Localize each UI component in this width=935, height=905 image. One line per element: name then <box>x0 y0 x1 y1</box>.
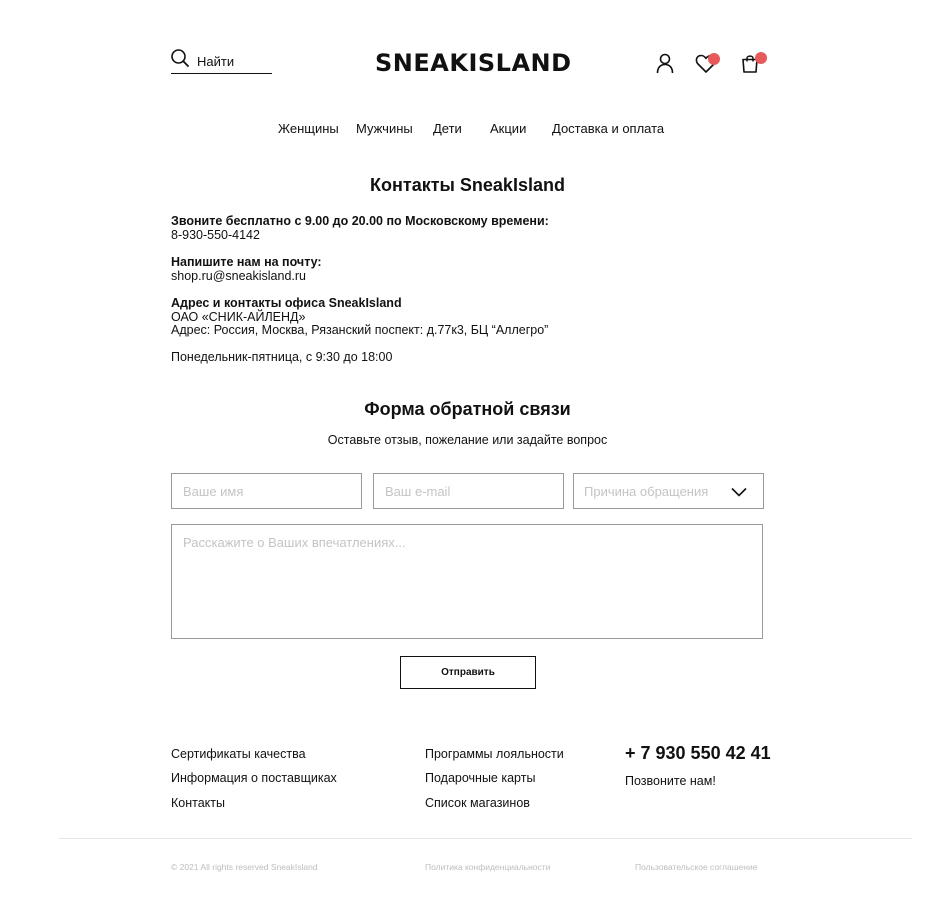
nav-item-men[interactable]: Мужчины <box>356 121 413 136</box>
footer-link-certificates[interactable]: Сертификаты качества <box>171 747 306 761</box>
office-label: Адрес и контакты офиса SneakIsland <box>171 296 402 310</box>
footer-link-contacts[interactable]: Контакты <box>171 796 225 810</box>
submit-button[interactable]: Отправить <box>400 656 536 689</box>
page-title: Контакты SneakIsland <box>370 175 565 195</box>
footer-link-gift-cards[interactable]: Подарочные карты <box>425 771 536 785</box>
logo[interactable]: SNEAKISLAND <box>375 49 572 77</box>
footer-link-stores[interactable]: Список магазинов <box>425 796 530 810</box>
nav-item-women[interactable]: Женщины <box>278 121 339 136</box>
cart-button[interactable] <box>740 52 762 76</box>
nav-item-kids[interactable]: Дети <box>433 121 462 136</box>
footer-divider <box>59 838 912 839</box>
office-address: Адрес: Россия, Москва, Рязанский поспект: д.77к3, БЦ “Аллегро” <box>171 323 549 337</box>
search-box[interactable] <box>171 49 272 74</box>
user-icon <box>654 52 676 74</box>
feedback-subtitle: Оставьте отзыв, пожелание или задайте вопрос <box>327 433 608 447</box>
account-button[interactable] <box>654 52 676 76</box>
copyright: © 2021 All rights reserved SneakIsland <box>171 862 318 872</box>
footer-phone[interactable]: + 7 930 550 42 41 <box>625 743 771 763</box>
reason-select-value: Причина обращения <box>584 484 709 499</box>
search-input[interactable] <box>197 53 271 69</box>
reason-select[interactable] <box>573 473 764 509</box>
message-field[interactable] <box>171 524 763 639</box>
chevron-down-icon <box>731 487 747 497</box>
company-name: ОАО «СНИК-АЙЛЕНД» <box>171 310 306 324</box>
call-label: Звоните бесплатно с 9.00 до 20.00 по Московскому времени: <box>171 214 549 228</box>
privacy-policy-link[interactable]: Политика конфиденциальности <box>425 862 551 872</box>
contact-phone: 8-930-550-4142 <box>171 228 260 242</box>
nav-item-sales[interactable]: Акции <box>490 121 527 136</box>
feedback-title: Форма обратной связи <box>364 399 571 419</box>
nav-item-delivery[interactable]: Доставка и оплата <box>552 121 665 136</box>
contact-email[interactable]: shop.ru@sneakisland.ru <box>171 269 306 283</box>
footer-link-suppliers[interactable]: Информация о поставщиках <box>171 771 337 785</box>
footer-link-loyalty[interactable]: Программы лояльности <box>425 747 564 761</box>
cart-badge <box>755 52 767 64</box>
name-field[interactable] <box>171 473 362 509</box>
footer-call-text: Позвоните нам! <box>625 774 716 788</box>
main-nav <box>0 121 935 137</box>
email-field[interactable] <box>373 473 564 509</box>
mail-label: Напишите нам на почту: <box>171 255 322 269</box>
wishlist-button[interactable] <box>695 52 717 76</box>
search-icon[interactable] <box>171 49 189 67</box>
office-hours: Понедельник-пятница, с 9:30 до 18:00 <box>171 350 393 364</box>
wishlist-badge <box>708 53 720 65</box>
user-agreement-link[interactable]: Пользовательское соглашение <box>635 862 758 872</box>
